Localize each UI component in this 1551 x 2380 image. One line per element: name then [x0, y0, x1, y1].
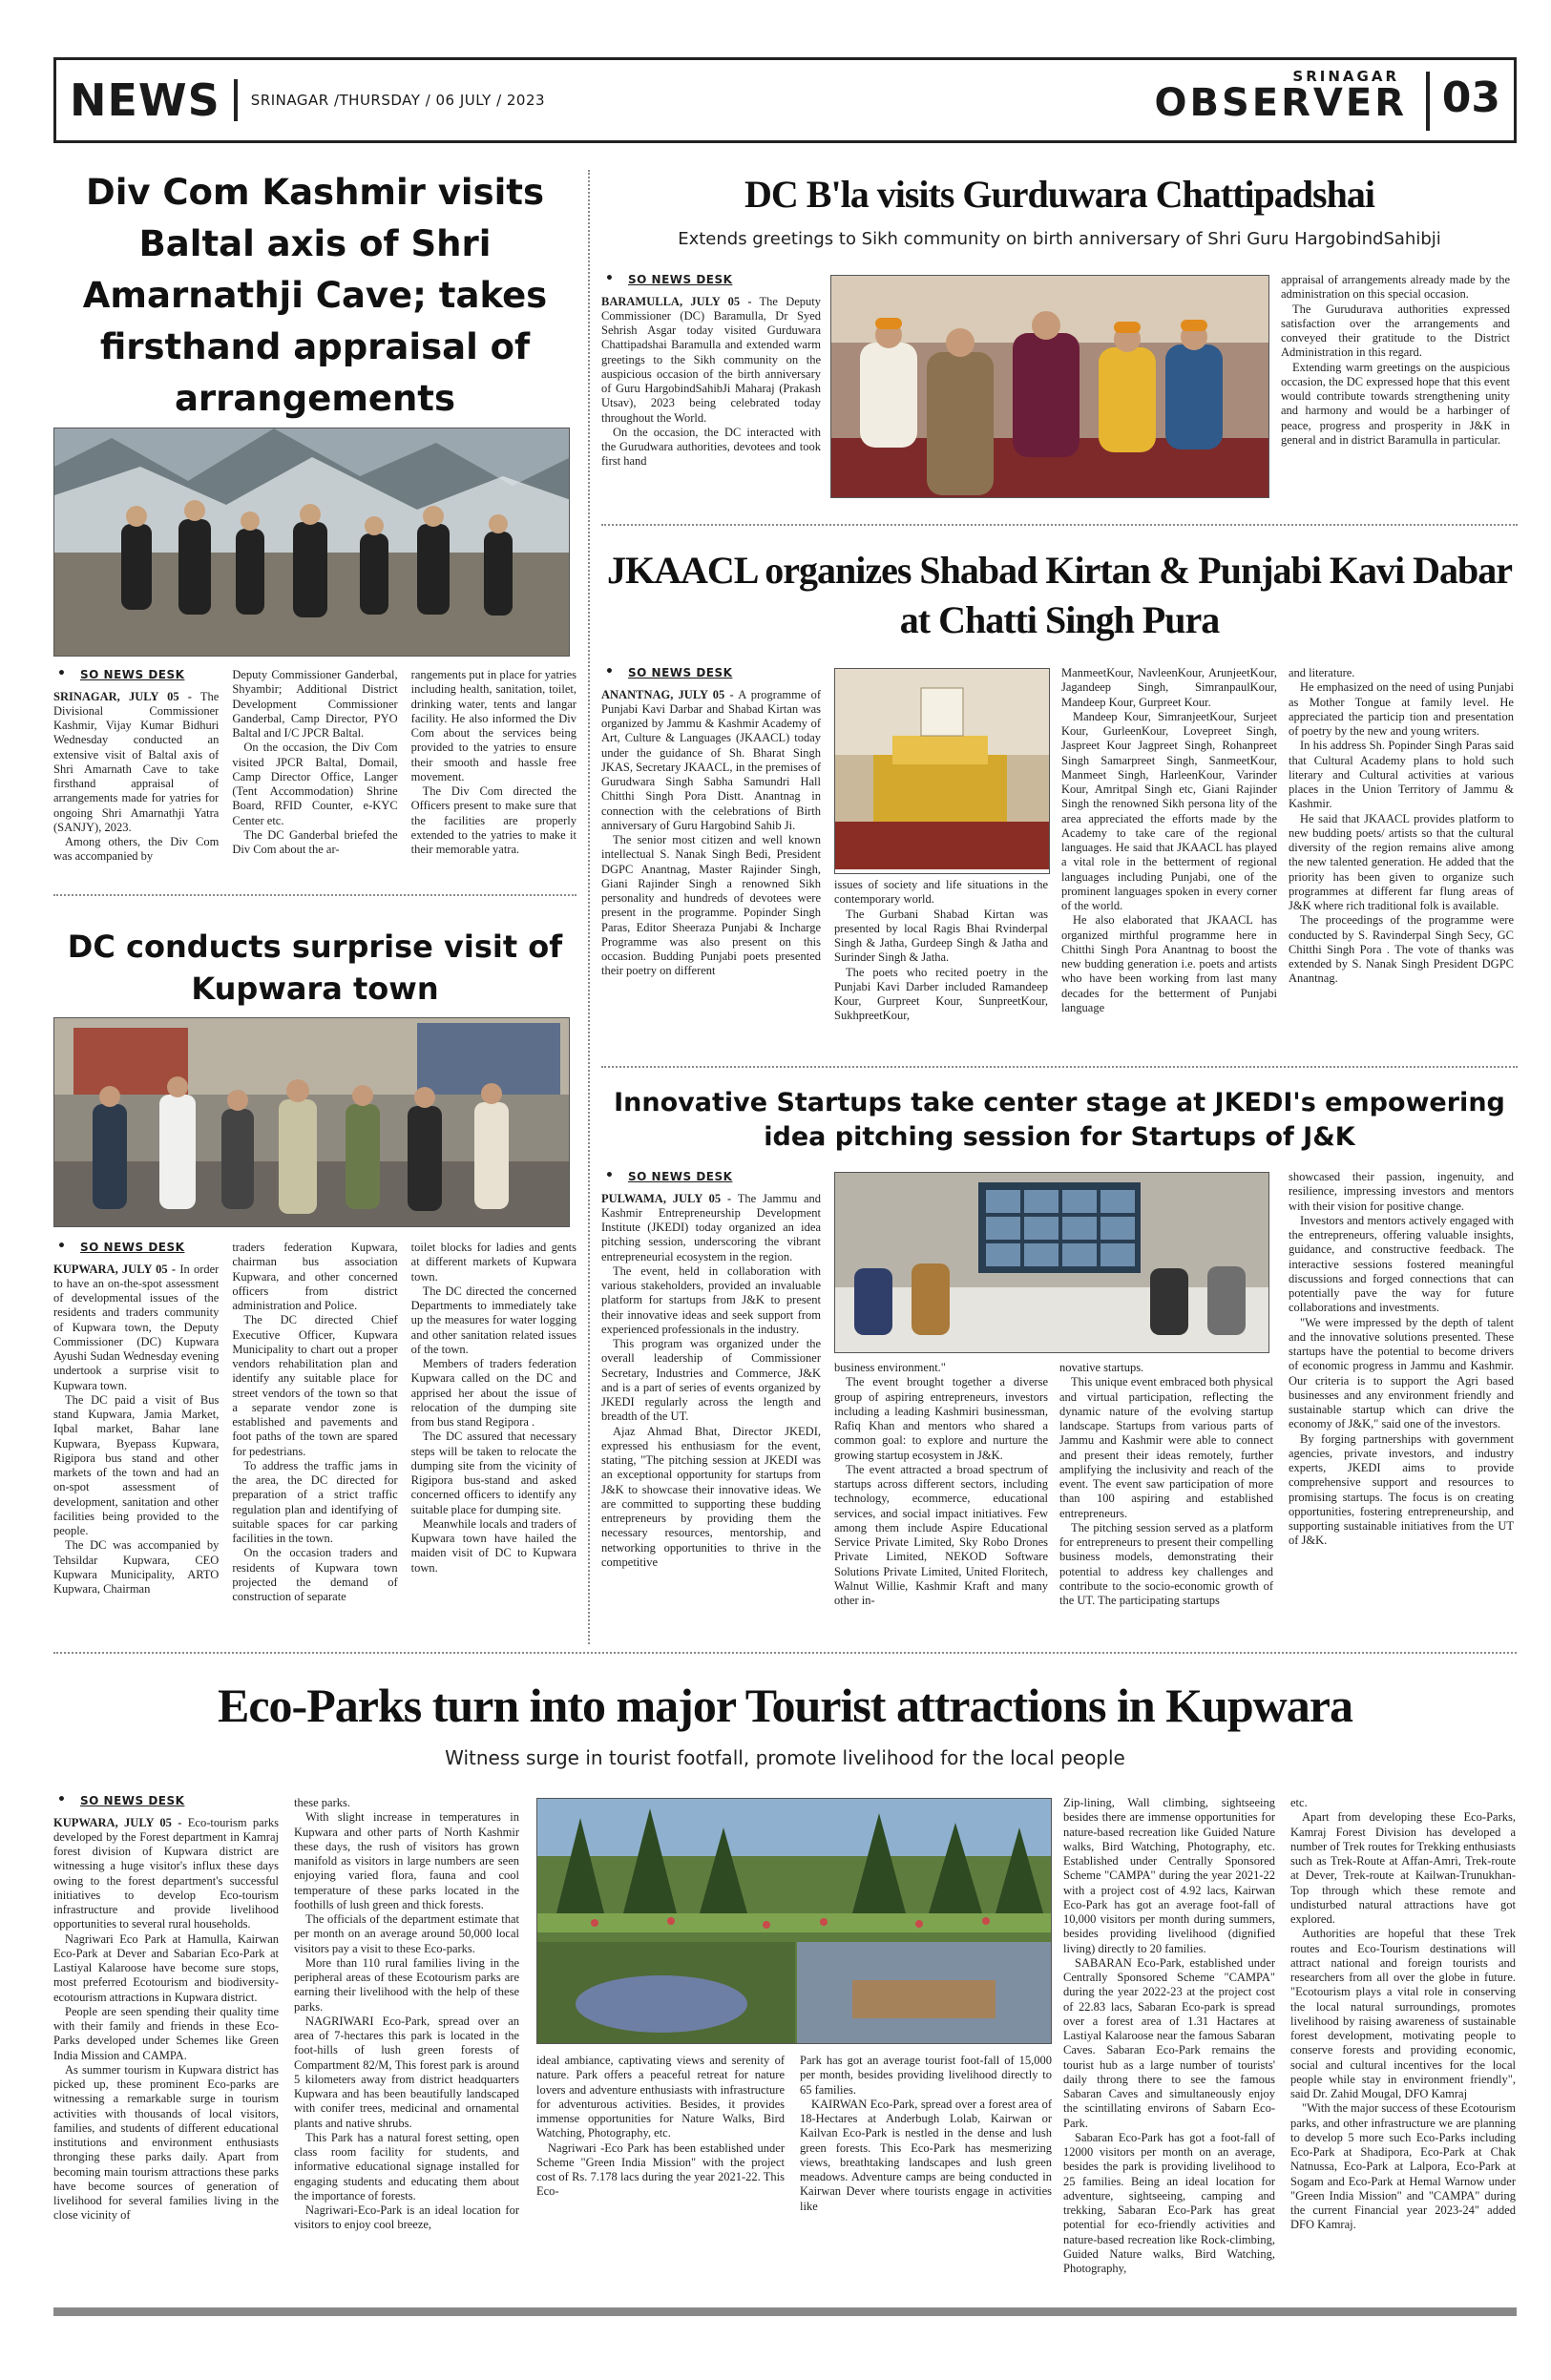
paragraph: traders federation Kupwara, chairman bus association Kupwara, and other concerned officers from district administration and Police.	[232, 1241, 398, 1312]
text-column	[411, 668, 576, 865]
paragraph: The Div Com directed the Officers present to make sure that the facilities are properly extended to the yatries to make it their memorable yatra.	[410, 784, 576, 856]
paragraph: and literature.	[1289, 666, 1355, 679]
paragraph: Zip-lining, Wall climbing, sightseeing besides there are immense opportunities for nature-based recreation like Guided Nature walks, Bird Watching, Photography, etc. Established under Centrally Sponsored Scheme "CAMPA" during the year 2021-22 with a project cost of 4.92 lacs, Kairwan Eco-Park has got an average foot-fall of 10,000 visitors per month during summers, besides providing livelihood (dignified living) directly to 20 families.	[1063, 1796, 1275, 1955]
photo-image	[835, 1173, 1269, 1353]
paragraph: The proceedings of the programme were conducted by S. Ravinderpal Singh Secy, GC Chitthi Singh Pora . The vote of thanks was extended by S. Nanak Singh President DGPC Anantnag.	[1289, 913, 1514, 986]
paragraph: Sabaran Eco-Park has got a foot-fall of 12000 visitors per month on an average, besides the park is providing livelihood to 25 families. Being an ideal location for adventure, sightseeing, camping and trekking, Sabaran Eco-Park has great potential for eco-friendly activities and nature-based recreation like Rock-climbing, Guided Nature walks, Bird Watching, Photography,	[1063, 2130, 1275, 2275]
text-column	[1281, 273, 1510, 448]
story-headline: Div Com Kashmir visits Baltal axis of Shri Amarnathji Cave; takes firsthand appraisal of arrangements	[82, 172, 548, 419]
masthead-divider	[234, 79, 238, 121]
page-number: 03	[1441, 73, 1500, 122]
footer-rule	[53, 2307, 1517, 2316]
story-subheadline: Extends greetings to Sikh community on birth anniversary of Shri Guru HargobindSahibji	[678, 229, 1441, 249]
paragraph: On the occasion traders and residents of Kupwara town projected the demand of construction of separate	[232, 1546, 398, 1603]
paragraph: He emphasized on the need of using Punjabi as Mother Tongue at family level. He appreciated the particip tion and presentation of poetry by the new and young writers.	[1289, 680, 1514, 738]
byline: • SO NEWS DESK	[53, 668, 219, 682]
paragraph: This program was organized under the overall leadership of Commissioner Secretary, Industries and Commerce, J&K and is a part of series of events organized by JKEDI regularly across the length and breadth of the UT.	[601, 1337, 821, 1424]
paragraph: More than 110 rural families living in the peripheral areas of these Ecotourism parks are earning their livelihood with the help of these parks.	[294, 1955, 519, 2014]
paragraph: Nagriwari-Eco-Park is an ideal location for visitors to enjoy cool breeze,	[294, 2203, 519, 2232]
paragraph: He said that JKAACL provides platform to new budding poets/ artists so that the cultural diversity of the region remains alive among the new talented generation. He added that the priority has been given to organize such programmes at different far flung areas of J&K where rich traditional folk is available.	[1289, 811, 1514, 912]
paragraph: This Park has a natural forest setting, open class room facility for students, and informative educational signage installed for engaging students and educating them about the importance of forests.	[294, 2130, 519, 2203]
photo-jkedi-session	[834, 1172, 1269, 1353]
paragraph: The senior most citizen and well known intellectual S. Nanak Singh Bedi, President DGPC Anantnag, Master Rajinder Singh, Giani Rajinder Singh a renowned Sikh personality and hundreds of devotees were present in the programme. Popinder Singh Paras, Editor Sheeraza Punjabi & Incharge Programme was also present on this occasion. Budding Punjabi poets presented their poetry on different	[601, 833, 821, 978]
dateline: KUPWARA, JULY 05 -	[53, 1815, 182, 1829]
paragraph: The DC assured that necessary steps will be taken to relocate the dumping site from the vicinity of Rigipora bus-stand and asked concerned officers to identify any suitable place for dumping site.	[410, 1430, 576, 1516]
column-divider	[588, 170, 590, 1644]
paragraph: novative startups.	[1059, 1361, 1144, 1374]
text-column	[1289, 1170, 1514, 1549]
paragraph: showcased their passion, ingenuity, and resilience, impressing investors and mentors with their vision for positive change.	[1289, 1170, 1514, 1213]
paragraph: Deputy Commissioner Ganderbal, Shyambir; Additional District Development Commissioner Ganderbal, Camp Director, PYO Baltal and I/C JPCR Baltal.	[232, 668, 398, 740]
paragraph: Meanwhile locals and traders of Kupwara town have hailed the maiden visit of DC to Kupwara town.	[410, 1516, 576, 1575]
dateline: ANANTNAG, JULY 05 -	[601, 687, 734, 701]
photo-image	[54, 1018, 570, 1227]
text-column	[232, 668, 397, 865]
paragraph: NAGRIWARI Eco-Park, spread over an area of 7-hectares this park is located in the foot-hills of lush green forests of Compartment 82/M, This forest park is around 5 kilometers away from district headquarters Kupwara and has been beautifully landscaped with conifer trees, medicinal and ornamental plants and native shrubs.	[294, 2014, 519, 2130]
text-column	[294, 1796, 519, 2233]
story-headline: Eco-Parks turn into major Tourist attractions in Kupwara	[218, 1679, 1352, 1732]
paragraph-text: The Divisional Commissioner Kashmir, Vijay Kumar Bidhuri Wednesday conducted an extensive visit of Baltal axis of Shri Amarnath Cave to take firsthand appraisal of arrangements made for yatries for ongoing Shri Amarnathji Yatra (SANJY), 2023.	[53, 689, 220, 834]
paragraph: Extending warm greetings on the auspicious occasion, the DC expressed hope that this event would contribute towards strengthening unity and harmony and would be a harbinger of peace, progress and prosperity in J&K in general and in district Baramulla in particular.	[1281, 360, 1510, 447]
dateline: KUPWARA, JULY 05 -	[53, 1262, 177, 1276]
issue-dateline: SRINAGAR /THURSDAY / 06 JULY / 2023	[250, 92, 546, 109]
paragraph: Mandeep Kour, SimranjeetKour, Surjeet Kour, GurleenKour, Lovepreet Singh, Jaspreet Kour Jagpreet Singh, Rohanpreet Singh Samarpreet Singh, SanmeetKour, Manmeet Singh, HarleenKour, Varinder Kour, Amritpal Singh etc, Giani Rajinder Singh the renowned Sikh persona lity of the area appreciated the efforts made by the Academy to take care of the regional languages. He said that JKAACL has played a vital role in the betterment of regional languages including Punjabi, one of the prominent languages spoken in every corner of the world.	[1061, 709, 1277, 912]
paragraph: The poets who recited poetry in the Punjabi Kavi Darber included Ramandeep Kour, Gurpreet Kour, SunpreetKour, SukhpreetKour,	[834, 965, 1048, 1023]
text-column	[1063, 1796, 1275, 2276]
text-column	[1289, 666, 1514, 987]
paragraph: "We were impressed by the depth of talent and the innovative solutions presented. These startups have the potential to become drivers of economic progress in Jammu and Kashmir. Our criteria is to support the Agri based businesses and any environment friendly and sustainable startup which can drive the economy of J&K," said one of the investors.	[1289, 1315, 1514, 1431]
paragraph	[53, 690, 219, 836]
byline: • SO NEWS DESK	[601, 1170, 821, 1184]
paragraph: The event brought together a diverse group of aspiring entrepreneurs, investors including a leading Kashmiri businessman, Rafiq Khan and mentors who shared a common goal: to explore and nurture the growing startup ecosystem in J&K.	[834, 1375, 1048, 1462]
paragraph-text: The Jammu and Kashmir Entrepreneurship Development Institute (JKEDI) today organized an idea pitching session, underscoring the vibrant entrepreneurial ecosystem in the region.	[601, 1191, 821, 1263]
text-column	[834, 1361, 1048, 1608]
dateline: PULWAMA, JULY 05 -	[601, 1191, 732, 1205]
text-column	[601, 666, 821, 979]
story-headline: Innovative Startups take center stage at JKEDI's empowering idea pitching session for Startups of J&K	[614, 1088, 1505, 1152]
paragraph: Members of traders federation Kupwara called on the DC and apprised her about the issue of relocation of the dumping site from bus stand Regipora .	[410, 1357, 576, 1429]
paragraph: People are seen spending their quality time with their family and friends in these Eco-Parks developed under Schemes like Green India Mission and CAMPA.	[53, 2004, 279, 2062]
paragraph: The officials of the department estimate that per month on an average around 50,000 local visitors pay a visit to these Eco-parks.	[294, 1912, 519, 1955]
paragraph: business environment."	[834, 1361, 946, 1374]
paragraph: these parks.	[294, 1796, 351, 1809]
paragraph: ManmeetKour, NavleenKour, ArunjeetKour, Jagandeep Singh, SimranpaulKour, Mandeep Kour, Gurpreet Kour.	[1061, 666, 1277, 709]
photo-image	[54, 428, 570, 657]
paragraph: SABARAN Eco-Park, established under Centrally Sponsored Scheme "CAMPA" during the year 2022-23 at the project cost of 22.83 lacs, Sabaran Eco-park is spread over a forest area of 1.31 Hactares at Lastiyal Kalaroose near the famous Sabaran Caves. Sabaran Eco-Park remains the tourist hub as a large number of tourists' daily throng there to see the famous Sabaran Caves and simultaneously enjoy the scintillating environs of Sabarn Eco-Park.	[1063, 1955, 1275, 2130]
paragraph: By forging partnerships with government agencies, private investors, and industry experts, JKEDI aims to provide comprehensive support and resources to promising startups. The focus is on creating opportunities, fostering entrepreneurship, and supporting sustainable initiatives from the UT of J&K.	[1289, 1431, 1514, 1548]
byline: • SO NEWS DESK	[601, 273, 821, 287]
paragraph-text: In order to have an on-the-spot assessment of developmental issues of the residents and traders community of Kupwara town, the Deputy Commissioner (DC) Kupwara Ayushi Sudan Wednesday evening undertook a surprise visit to Kupwara town.	[53, 1262, 220, 1392]
story-body	[53, 668, 576, 865]
text-column	[232, 1241, 397, 1604]
paragraph: Nagriwari -Eco Park has been established under Scheme "Green India Mission" with the project cost of Rs. 7.178 lacs during the year 2021-22. This Eco-	[536, 2140, 785, 2199]
paragraph: Authorities are hopeful that these Trek routes and Eco-Tourism destinations will attract national and foreign tourists and researchers from all over the globe in future. "Ecotourism plays a vital role in conserving the local natural surroundings, promotes livelihood by raising awareness of sustainable forest development, motivating people to conserve forests and providing economic, social and cultural incentives for the local people while stay in environment friendly", said Dr. Zahid Mougal, DFO Kamraj	[1290, 1927, 1516, 2100]
masthead-divider	[1426, 72, 1430, 131]
photo-eco-park-collage	[536, 1798, 1052, 2044]
text-column	[834, 878, 1048, 1024]
text-column	[1290, 1796, 1516, 2233]
paragraph: Ajaz Ahmad Bhat, Director JKEDI, expressed his enthusiasm for the event, stating, "The pitching session at JKEDI was an exceptional opportunity for startups from J&K to showcase their innovative ideas. We are committed to supporting these budding entrepreneurs by providing them the necessary resources, mentorship, and networking opportunities to thrive in the competitive	[601, 1424, 821, 1569]
text-column	[53, 1241, 219, 1604]
paragraph-text: The Deputy Commissioner (DC) Baramulla, Dr Syed Sehrish Asgar today visited Gurduwara Chattipadshai Baramulla and extended warm greetings to the Sikh community on the auspicious occasion of the birth anniversary of Guru HargobindSahibJi Maharaj (Prakash Utsav), 2023 being celebrated today throughout the World.	[601, 294, 821, 425]
story-headline: DC conducts surprise visit of Kupwara town	[67, 929, 563, 1007]
paragraph: He also elaborated that JKAACL has organized mirthful programme here in Chitthi Singh Pora Anantnag to boost the new budding generation i.e. poets and artists who have been working from last many decades for the betterment of Punjabi language	[1061, 913, 1277, 1014]
masthead	[53, 57, 1517, 143]
section-divider	[601, 524, 1518, 526]
paragraph: The DC directed Chief Executive Officer, Kupwara Municipality to chart out a proper vendors rehabilitation plan and identify any suitable place for street vendors of the town so that a separate vendor zone is established and pavements and foot paths of the town are spared for pedestrians.	[232, 1313, 398, 1458]
paragraph: The DC Ganderbal briefed the Div Com about the ar-	[232, 827, 398, 856]
photo-dc-kupwara	[53, 1017, 570, 1227]
paragraph: toilet blocks for ladies and gents at different markets of Kupwara town.	[410, 1241, 576, 1284]
paragraph: On the occasion, the DC interacted with the Gurudwara authorities, devotees and took first hand	[601, 425, 821, 469]
paragraph: With slight increase in temperatures in Kupwara and other parts of North Kashmir these days, the rush of visitors has grown manifold as visitors in large numbers are seen enjoying varied flora, fauna and cool temperature of these parks located in the foothills of lush green and thick forests.	[294, 1810, 519, 1911]
story-subheadline: Witness surge in tourist footfall, promote livelihood for the local people	[445, 1746, 1125, 1769]
text-column	[800, 2054, 1052, 2214]
paragraph: Apart from developing these Eco-Parks, Kamraj Forest Division has developed a number of Trek routes for Trekking enthusiasts such as Trek-Route at Affan-Amri, Trek-route at Dever, Trek-route at Kailwan-Trunukhan-Top through which these remote and undisturbed natural attractions have got explored.	[1290, 1810, 1516, 1926]
paragraph: The DC paid a visit of Bus stand Kupwara, Jamia Market, Iqbal market, Bahar lane Kupwara, Byepass Kupwara, Rigipora bus stand and other markets of the town and had an on-spot assessment of development, sanitation and other facilities being provided to the people.	[53, 1392, 220, 1538]
paragraph	[53, 1263, 219, 1393]
photo-image	[831, 276, 1269, 498]
paragraph: issues of society and life situations in the contemporary world.	[834, 878, 1048, 907]
newspaper-logo	[1154, 68, 1407, 125]
paragraph: As summer tourism in Kupwara district has picked up, these prominent Eco-parks are witnessing a remarkable surge in tourism activities with thousands of local visitors, families, and students of different educational institutions and environment enthusiasts thronging these parks daily. Apart from becoming main tourism attractions these parks have become sources of generation of livelihood for several families living in the close vicinity of	[53, 2062, 279, 2223]
paragraph: "With the major success of these Ecotourism parks, and other infrastructure we are planning to develop 5 more such Eco-Parks including Eco-Park at Shadipora, Eco-Park at Chak Natnussa, Eco-Park at Lalpora, Eco-Park at Sogam and Eco-Park at Hemal Warnow under "Green India Mission" and "CAMPA" during the current Financial year 2023-24" added DFO Kamraj.	[1290, 2101, 1516, 2232]
dateline: SRINAGAR, JULY 05 -	[53, 689, 192, 703]
logo-city: SRINAGAR	[1292, 68, 1399, 85]
paragraph: ideal ambiance, captivating views and serenity of nature. Park offers a peaceful retreat for nature lovers and adventure enthusiasts with infrastructure for adventurous activities. Besides, it provides immense opportunities for Nature Walks, Bird Watching, Photography, etc.	[536, 2054, 785, 2140]
paragraph: Investors and mentors actively engaged with the entrepreneurs, offering valuable insights, guidance, and constructive feedback. The interactive sessions fostered meaningful discussions and forged connections that can potentially pave the way for future collaborations and investments.	[1289, 1213, 1514, 1315]
text-column	[411, 1241, 576, 1604]
paragraph: The pitching session served as a platform for entrepreneurs to present their compelling business models, demonstrating their potential to address key challenges and contribute to the socio-economic growth of the UT. The participating startups	[1059, 1520, 1273, 1607]
text-column	[601, 1170, 821, 1570]
section-label: NEWS	[70, 74, 220, 126]
photo-gurduwara-visit	[830, 275, 1269, 498]
paragraph	[601, 295, 821, 426]
paragraph: The DC directed the concerned Departments to immediately take up the measures for water logging and other sanitation related issues of the town.	[410, 1284, 576, 1356]
paragraph: On the occasion, the Div Com visited JPCR Baltal, Domail, Camp Director Office, Langer (Tent Accommodation) Shrine Board, RFID Counter, e-KYC Center etc.	[232, 741, 398, 827]
paragraph: Among others, the Div Com was accompanied by	[53, 835, 220, 864]
paragraph: The event, held in collaboration with various stakeholders, provided an invaluable platform for startups from J&K to present their innovative ideas and seek support from experienced professionals in the industry.	[601, 1263, 821, 1336]
paragraph	[601, 1192, 821, 1264]
photo-divcom-baltal	[53, 428, 570, 657]
paragraph	[53, 1816, 279, 1932]
paragraph: The Gurbani Shabad Kirtan was presented by local Ragis Bhai Rvinderpal Singh & Jatha, Gurdeep Singh & Jatha and Surinder Singh & Jatha.	[834, 907, 1048, 965]
paragraph: The Gurudurava authorities expressed satisfaction over the arrangements and conveyed their gratitude to the District Administration in this regard.	[1281, 302, 1510, 360]
dateline: BARAMULLA, JULY 05 -	[601, 294, 752, 308]
byline: • SO NEWS DESK	[601, 666, 821, 680]
paragraph: In his address Sh. Popinder Singh Paras said that Cultural Academy plans to hold such literary and Cultural activities at various places in the Union Territory of Jammu & Kashmir.	[1289, 739, 1514, 811]
logo-name: OBSERVER	[1154, 81, 1407, 125]
story-body	[53, 1241, 576, 1604]
photo-image	[537, 1799, 1052, 2044]
paragraph: etc.	[1290, 1796, 1308, 1809]
photo-shabad-kirtan	[834, 668, 1050, 874]
paragraph	[601, 688, 821, 834]
section-divider	[53, 1652, 1517, 1654]
section-divider	[53, 894, 576, 896]
text-column	[53, 1794, 279, 2223]
text-column	[53, 668, 219, 865]
text-column	[536, 2054, 785, 2200]
paragraph: Park has got an average tourist foot-fall of 15,000 per month, besides providing livelihood directly to 65 families.	[800, 2054, 1052, 2097]
paragraph: To address the traffic jams in the area, the DC directed for preparation of a strict traffic regulation plan and identifying of suitable spaces for car parking facilities in the town.	[232, 1458, 398, 1545]
paragraph: appraisal of arrangements already made by the administration on this special occasion.	[1281, 273, 1510, 302]
paragraph: Nagriwari Eco Park at Hamulla, Kairwan Eco-Park at Dever and Sabarian Eco-Park at Lastiyal Kalaroose have become sure stops, most preferred Ecotourism and biodiversity-ecotourism attractions in Kupwara district.	[53, 1931, 279, 2004]
paragraph-text: A programme of Punjabi Kavi Darbar and Shabad Kirtan was organized by Jammu & Kashmir Academy of Art, Culture & Languages (JKAACL) today under the guidance of Sh. Bharat Singh JKAS, Secretary JKAACL, in the premises of Gurudwara Singh Sabha Samundri Hall Chitthi Singh Pora Distt. Anantnag in connection with the celebrations of Birth anniversary of Guru Hargobind Sahib Ji.	[601, 687, 821, 832]
story-headline: DC B'la visits Gurduwara Chattipadshai	[744, 173, 1374, 216]
story-headline: JKAACL organizes Shabad Kirtan & Punjabi Kavi Dabar at Chatti Singh Pura	[606, 549, 1512, 641]
byline: • SO NEWS DESK	[53, 1241, 219, 1255]
text-column	[1059, 1361, 1273, 1608]
paragraph: rangements put in place for yatries including health, sanitation, toilet, drinking water, tents and langar facility. He also informed the Div Com about the services being provided to the yatries to ensure their smooth and hassle free movement.	[410, 668, 576, 783]
byline: • SO NEWS DESK	[53, 1794, 279, 1808]
photo-image	[835, 669, 1049, 869]
text-column	[601, 273, 821, 470]
paragraph: KAIRWAN Eco-Park, spread over a forest area of 18-Hectares at Anderbugh Lolab, Kairwan or Kailvan Eco-Park is nestled in the dense and lush green forests. This Eco-Park has mesmerizing views, breathtaking landscapes and lush green meadows. Adventure camps are being conducted in Kairwan Dever where tourists engage in activities like	[800, 2097, 1052, 2213]
paragraph: This unique event embraced both physical and virtual participation, reflecting the dynamic nature of the evolving startup landscape. Startups from various parts of Jammu and Kashmir were able to connect and present their ideas remotely, further amplifying the inclusivity and reach of the event. The event saw participation of more than 100 aspiring and established entrepreneurs.	[1059, 1375, 1273, 1520]
text-column	[1061, 666, 1277, 1015]
paragraph: The event attracted a broad spectrum of startups across different sectors, including technology, ecommerce, educational services, and social impact initiatives. Few among them include Aspire Educational Service Private Limited, Sky Robo Drones Private Limited, NEKOD Software Solutions Private Limited, United Floritech, Walnut Willie, Kashmir Kraft and many other in-	[834, 1462, 1048, 1607]
paragraph: The DC was accompanied by Tehsildar Kupwara, CEO Kupwara Municipality, ARTO Kupwara, Chairman	[53, 1538, 220, 1597]
paragraph-text: Eco-tourism parks developed by the Forest department in Kamraj forest division of Kupwara district are witnessing a huge visitor's influx these days owing to the forest department's successful initiatives to develop Eco-tourism infrastructure and provide livelihood opportunities to several rural households.	[53, 1815, 279, 1931]
section-divider	[601, 1066, 1518, 1068]
